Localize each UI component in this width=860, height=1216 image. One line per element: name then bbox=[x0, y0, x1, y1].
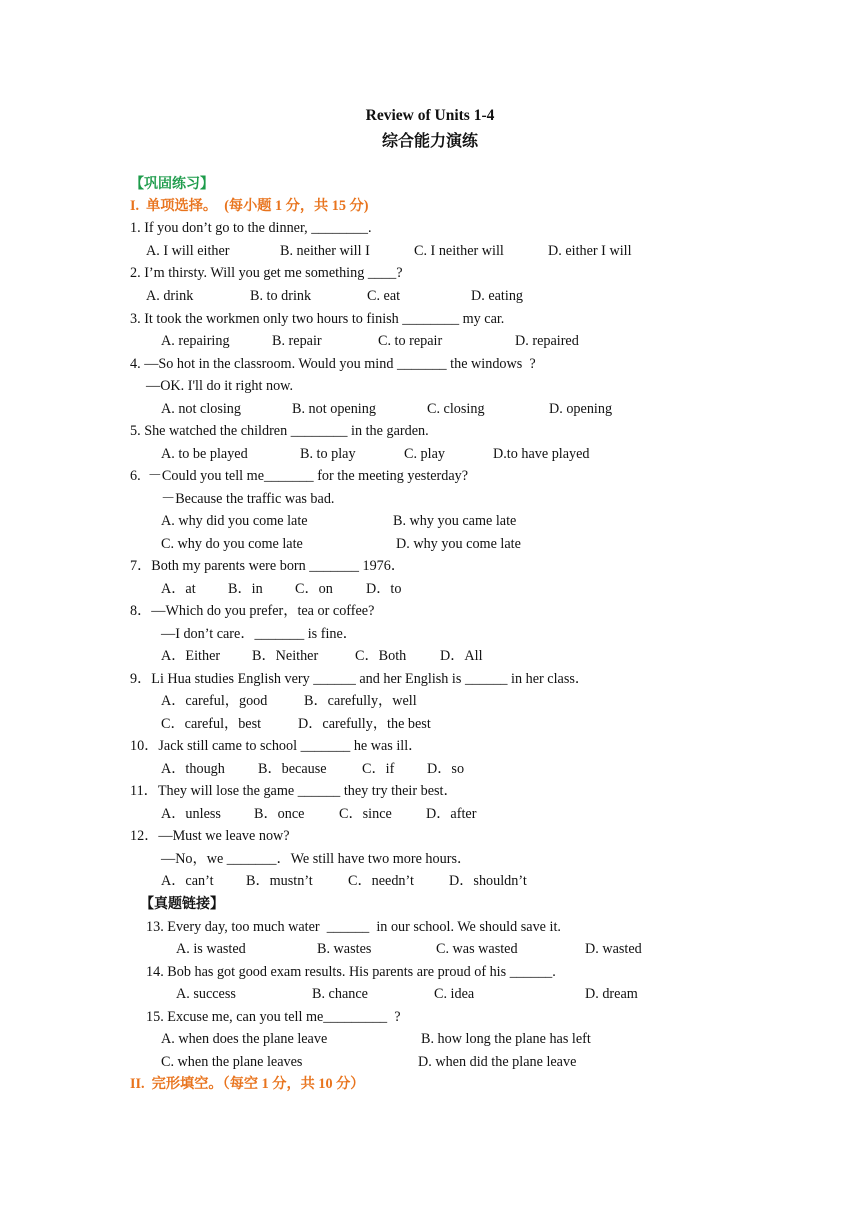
option: B．Neither bbox=[252, 648, 319, 664]
question-stem: 1. If you don’t go to the dinner, ________. bbox=[130, 220, 372, 236]
option: C．if bbox=[362, 761, 395, 777]
option: B. wastes bbox=[317, 941, 372, 957]
option: B. not opening bbox=[292, 401, 376, 417]
option: B. how long the plane has left bbox=[421, 1031, 591, 1047]
option: D．to bbox=[366, 581, 402, 597]
part2-heading: II. 完形填空。（每空 1 分，共 10 分） bbox=[130, 1076, 365, 1092]
option: A. is wasted bbox=[176, 941, 246, 957]
option: B．because bbox=[258, 761, 327, 777]
option: B. why you came late bbox=[393, 513, 517, 529]
option: A. why did you come late bbox=[161, 513, 308, 529]
question-stem-continued: —I don’t care．_______ is fine． bbox=[161, 626, 357, 642]
option: C. when the plane leaves bbox=[161, 1054, 303, 1070]
section-real-heading: 【真题链接】 bbox=[140, 896, 224, 912]
option: C．careful，best bbox=[161, 716, 262, 732]
option: C．Both bbox=[355, 648, 407, 664]
option: A．unless bbox=[161, 806, 221, 822]
option: A. I will either bbox=[146, 243, 230, 259]
option: B. chance bbox=[312, 986, 368, 1002]
option: C. to repair bbox=[378, 333, 443, 349]
question-stem: 11．They will lose the game ______ they try their best． bbox=[130, 783, 458, 799]
option: B. to play bbox=[300, 446, 356, 462]
question-stem-continued: —OK. I'll do it right now. bbox=[146, 378, 294, 394]
option: D．so bbox=[427, 761, 465, 777]
option: B. to drink bbox=[250, 288, 312, 304]
option: B．once bbox=[254, 806, 305, 822]
option: B. neither will I bbox=[280, 243, 370, 259]
option: A．though bbox=[161, 761, 225, 777]
option: D. when did the plane leave bbox=[418, 1054, 577, 1070]
option: C. was wasted bbox=[436, 941, 518, 957]
question-stem: 4. —So hot in the classroom. Would you mind _______ the windows ? bbox=[130, 356, 536, 372]
option: A．can’t bbox=[161, 873, 214, 889]
option: A．at bbox=[161, 581, 196, 597]
option: B．mustn’t bbox=[246, 873, 313, 889]
question-stem: 14. Bob has got good exam results. His parents are proud of his ______. bbox=[146, 964, 556, 980]
option: C．needn’t bbox=[348, 873, 414, 889]
option: C. play bbox=[404, 446, 445, 462]
option: C．since bbox=[339, 806, 392, 822]
option: D. dream bbox=[585, 986, 638, 1002]
option: D．after bbox=[426, 806, 477, 822]
option: C. idea bbox=[434, 986, 475, 1002]
option: D．carefully，the best bbox=[298, 716, 431, 732]
question-stem: 10．Jack still came to school _______ he was ill． bbox=[130, 738, 423, 754]
option: A．Either bbox=[161, 648, 221, 664]
option: C. closing bbox=[427, 401, 485, 417]
option: C. why do you come late bbox=[161, 536, 303, 552]
option: D. repaired bbox=[515, 333, 579, 349]
option: A. repairing bbox=[161, 333, 230, 349]
question-stem: 12．—Must we leave now? bbox=[130, 828, 290, 844]
question-stem-continued: －Because the traffic was bad. bbox=[161, 491, 335, 507]
option: B．carefully，well bbox=[304, 693, 417, 709]
option: D．All bbox=[440, 648, 483, 664]
option: B．in bbox=[228, 581, 263, 597]
part1-heading: I. 单项选择。 (每小题 1 分，共 15 分) bbox=[130, 198, 369, 214]
option: A. drink bbox=[146, 288, 194, 304]
option: D. why you come late bbox=[396, 536, 521, 552]
question-stem: 15. Excuse me, can you tell me_________ ? bbox=[146, 1009, 401, 1025]
option: D. opening bbox=[549, 401, 613, 417]
page-title: Review of Units 1-4 bbox=[365, 107, 495, 124]
option: D. wasted bbox=[585, 941, 642, 957]
option: D．shouldn’t bbox=[449, 873, 527, 889]
option: D.to have played bbox=[493, 446, 590, 462]
option: B. repair bbox=[272, 333, 322, 349]
question-stem: 13. Every day, too much water ______ in our school. We should save it. bbox=[146, 919, 561, 935]
option: D. eating bbox=[471, 288, 524, 304]
option: C. eat bbox=[367, 288, 401, 304]
page-subtitle: 综合能力演练 bbox=[381, 131, 478, 150]
question-stem: 2. I’m thirsty. Will you get me something ____? bbox=[130, 265, 403, 281]
option: A. not closing bbox=[161, 401, 241, 417]
option: C．on bbox=[295, 581, 333, 597]
option: A. success bbox=[176, 986, 236, 1002]
option: A. when does the plane leave bbox=[161, 1031, 328, 1047]
question-stem: 5. She watched the children ________ in the garden. bbox=[130, 423, 429, 439]
option: C. I neither will bbox=[414, 243, 504, 259]
question-stem: 3. It took the workmen only two hours to finish ________ my car. bbox=[130, 311, 505, 327]
question-stem: 9．Li Hua studies English very ______ and her English is ______ in her class． bbox=[130, 671, 590, 687]
option: D. either I will bbox=[548, 243, 632, 259]
question-stem: 6. －Could you tell me_______ for the meeting yesterday? bbox=[130, 468, 469, 484]
option: A．careful，good bbox=[161, 693, 268, 709]
question-stem: 8．—Which do you prefer，tea or coffee? bbox=[130, 603, 375, 619]
section-practice-heading: 【巩固练习】 bbox=[130, 176, 214, 192]
option: A. to be played bbox=[161, 446, 248, 462]
question-stem: 7．Both my parents were born _______ 1976． bbox=[130, 558, 406, 574]
question-stem-continued: —No，we _______．We still have two more hours． bbox=[161, 851, 472, 867]
